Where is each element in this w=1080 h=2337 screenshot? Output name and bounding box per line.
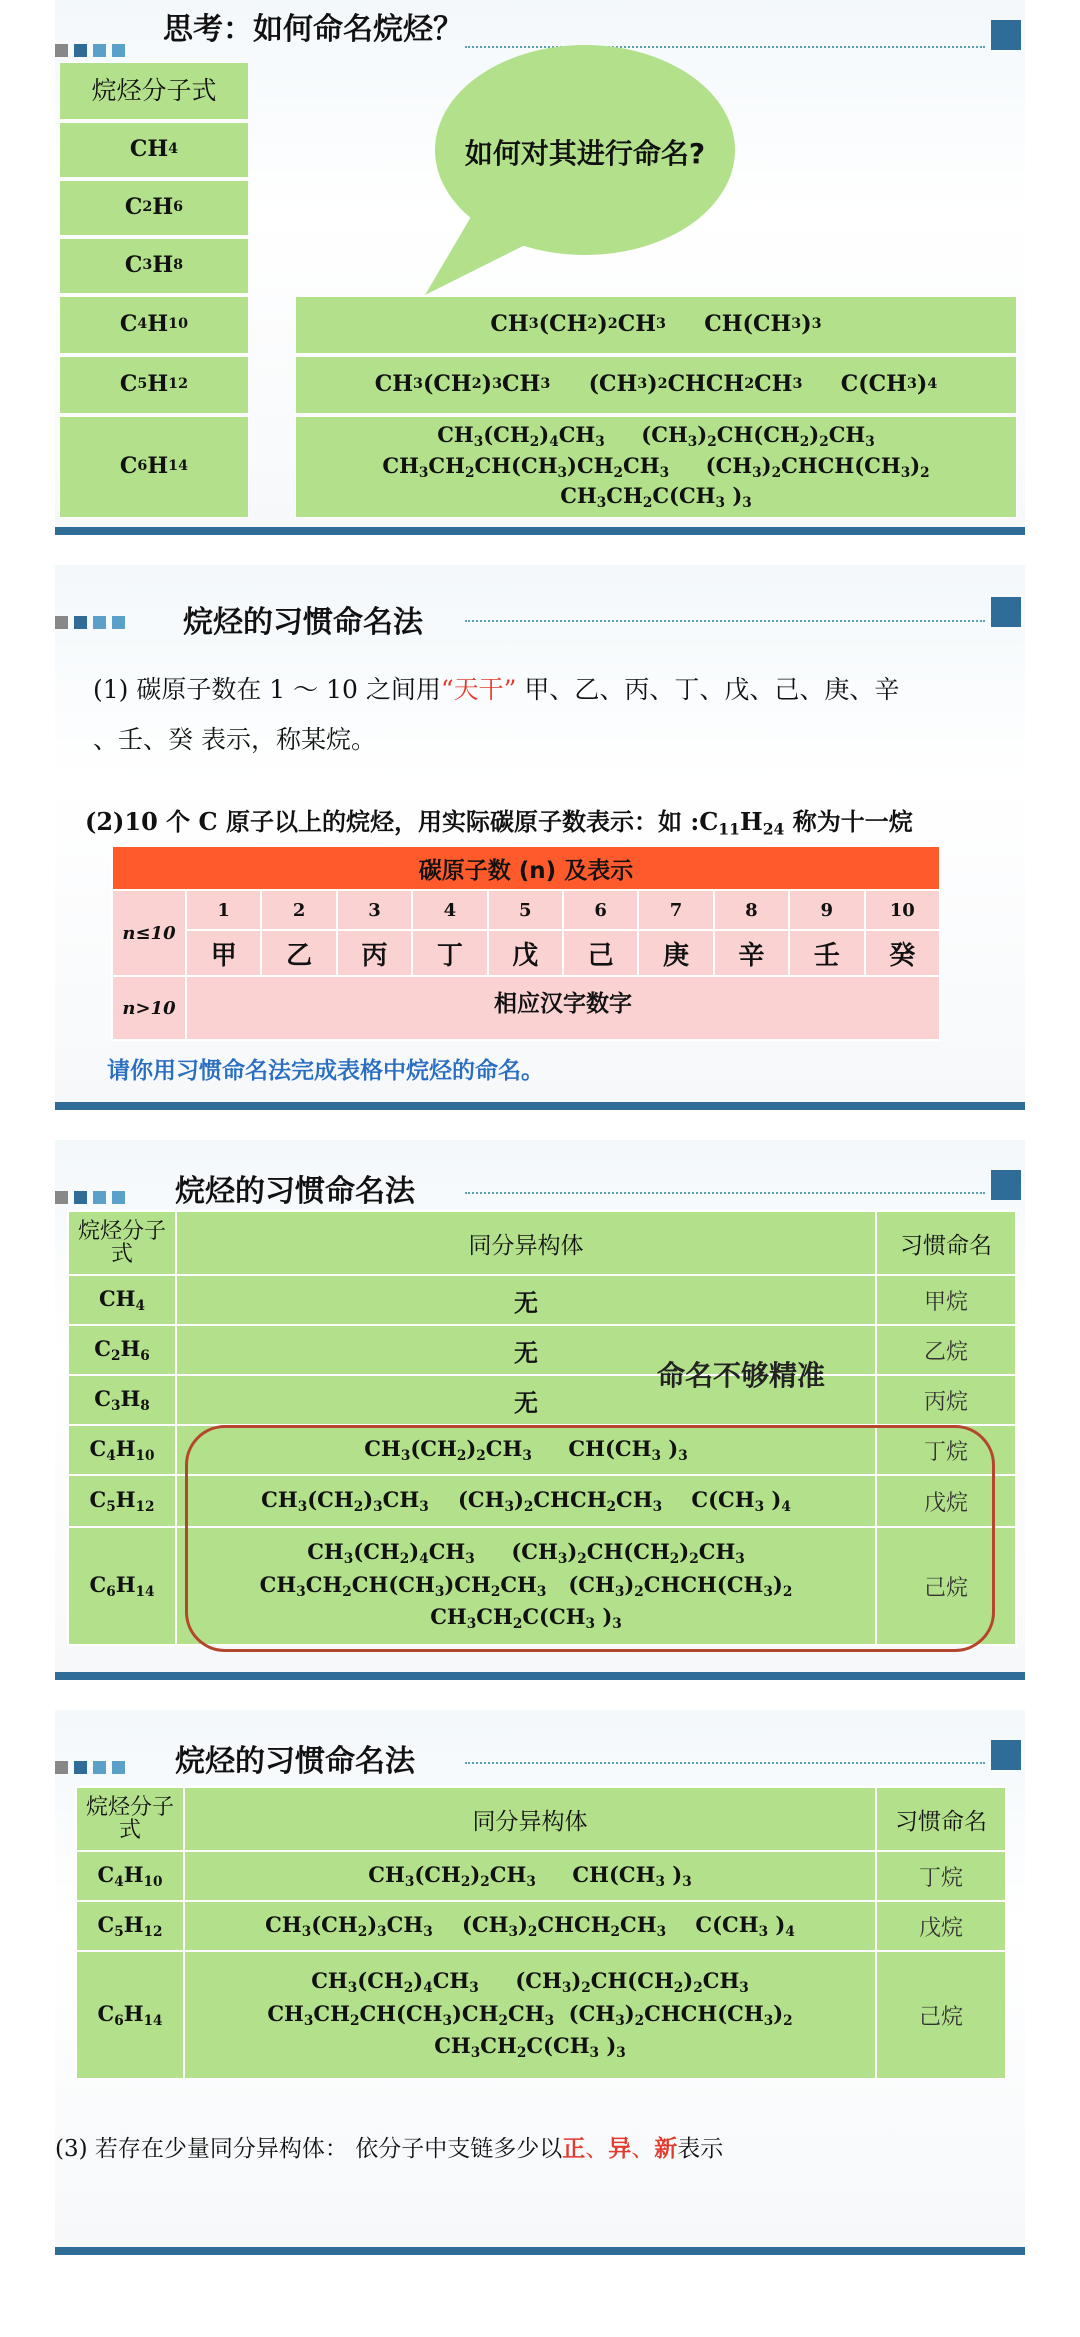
row-label-le10: n≤10 [112,890,186,976]
table-header: 碳原子数 (n) 及表示 [112,846,940,890]
carbon-count-8: 8 [714,890,789,930]
isomers-c4h10: CH 3 (CH 2 ) 2 CH 3 CH(CH 3 ) 3 [295,296,1017,354]
formula-c5h12: $C_5H_{12}$ [68,1475,176,1527]
rule-1-part-c: 、壬、癸 表示，称某烷。 [93,725,376,754]
slide-title: 思考：如何命名烷烃？ [163,12,463,47]
isomers-c6h14: $CH_3(CH_2)_4CH_3$ $(CH_3)_2CH(CH_2)_2CH_3$ $CH_3CH_2CH(CH_3)CH_2CH_3$ $(CH_3)_2CHCH(CH_3)_2$ $CH_3CH_2C(CH_3$ )$_3$ [295,416,1017,518]
title-end-square [991,597,1021,627]
carbon-count-2: 2 [261,890,336,930]
prefix-yi: 异 [608,2135,632,2162]
imprecise-outline [185,1425,995,1652]
formula-c4h10: $C_4H_{10}$ [68,1425,176,1475]
stem-7: 庚 [638,930,713,976]
stem-6: 己 [563,930,638,976]
isomers-c6h14: $CH_3(CH_2)_4CH_3$ $(CH_3)_2CH(CH_2)_2CH_3$ $CH_3CH_2CH(CH_3)CH_2CH_3$ $(CH_3)_2CHCH(CH_3)_2$ $CH_3CH_2C(CH_3$ )$_3$ [176,1527,876,1645]
imprecise-note: 命名不够精准 [657,1359,826,1392]
stem-3: 丙 [337,930,412,976]
title-squares [55,1187,131,1206]
stem-4: 丁 [412,930,487,976]
slide-prefix-naming [55,1710,1025,2255]
title-end-square [991,1170,1021,1200]
title-divider [465,1192,985,1194]
title-squares [55,1757,131,1776]
name-propane: 丙烷 [876,1375,1016,1425]
isomers-none: 无 [176,1375,876,1425]
rule-2-sub-c: 11 [718,819,740,839]
slide-common-naming-table [55,1140,1025,1680]
title-end-square [991,20,1021,50]
name-hexane: 己烷 [876,1527,1016,1645]
col-isomers: 同分异构体 [184,1787,876,1851]
rule-1-part-a: (1) 碳原子数在 1 ～ 10 之间用 [93,675,441,704]
formula-c4h10: C 4 H 10 [59,296,249,354]
number-row [112,890,940,930]
col-name: 习惯命名 [876,1787,1006,1851]
col-isomers: 同分异构体 [176,1211,876,1275]
stem-row [112,930,940,976]
formula-ch4: CH 4 [59,122,249,178]
rule-3-part-b: 表示 [677,2136,724,2162]
formula-c2h6: $C_2H_6$ [68,1325,176,1375]
formula-c5h12: $C_5H_{12}$ [76,1901,184,1951]
col-formula: 烷烃分子式 [76,1787,184,1851]
stem-10: 癸 [865,930,940,976]
title-end-square [991,1740,1021,1770]
carbon-count-7: 7 [638,890,713,930]
isomers-c4h10: $CH_3(CH_2)_2CH_3$ $CH(CH_3$ )$_3$ [176,1425,876,1475]
rule-1-text [93,665,993,765]
carbon-count-1: 1 [186,890,261,930]
slide-title: 烷烃的习惯命名法 [175,1744,415,1779]
formula-c3h8: $C_3H_8$ [68,1375,176,1425]
name-pentane: 戊烷 [876,1475,1016,1527]
isomers-none: 无 [176,1275,876,1325]
formula-c5h12: C 5 H 12 [59,356,249,414]
formula-header: 烷烃分子式 [59,62,249,120]
rule-2-part-a: (2)10 个 C 原子以上的烷烃，用实际碳原子数表示：如 :C [85,807,719,836]
isomers-c5h12: $CH_3(CH_2)_3CH_3$ $(CH_3)_2CHCH_2CH_3$ $C(CH_3$ )$_4$ [184,1901,876,1951]
name-ethane: 乙烷 [876,1325,1016,1375]
carbon-count-5: 5 [488,890,563,930]
row2-text: 相应汉字数字 [186,976,940,1040]
formula-c6h14: $C_6H_{14}$ [76,1951,184,2079]
isomers-c5h12: CH 3 (CH 2 ) 3 CH 3 (CH 3 ) 2 CHCH 2 CH 3 C(CH 3 ) 4 [295,356,1017,414]
title-divider [465,620,985,622]
bubble-text: 如何对其进行命名? [464,137,706,170]
carbon-count-10: 10 [865,890,940,930]
formula-c6h14: $C_6H_{14}$ [68,1527,176,1645]
isomers-c6h14: $CH_3(CH_2)_4CH_3$ $(CH_3)_2CH(CH_2)_2CH_3$ $CH_3CH_2CH(CH_3)CH_2CH_3$ $(CH_3)_2CHCH(CH_3)_2$ $CH_3CH_2C(CH_3$ )$_3$ [184,1951,876,2079]
slide-bottom-bar [55,1672,1025,1680]
rule-2-h: H [740,807,763,836]
col-formula: 烷烃分子式 [68,1211,176,1275]
name-hexane: 己烷 [876,1951,1006,2079]
title-divider [465,1762,985,1764]
slide-bottom-bar [55,527,1025,535]
stem-5: 戊 [488,930,563,976]
carbon-count-3: 3 [337,890,412,930]
prefix-zheng: 正 [562,2135,586,2162]
title-squares [55,40,131,59]
name-pentane: 戊烷 [876,1901,1006,1951]
rule-3-part-a: (3) 若存在少量同分异构体： 依分子中支链多少以 [55,2136,563,2162]
stem-1: 甲 [186,930,261,976]
slide-title: 烷烃的习惯命名法 [175,1174,415,1209]
isomers-c4h10: $CH_3(CH_2)_2CH_3$ $CH(CH_3$ )$_3$ [184,1851,876,1901]
name-butane: 丁烷 [876,1425,1016,1475]
slide-title: 烷烃的习惯命名法 [183,605,423,640]
stem-9: 壬 [789,930,864,976]
name-methane: 甲烷 [876,1275,1016,1325]
title-squares [55,612,131,631]
slide-bottom-bar [55,1102,1025,1110]
formula-c2h6: C 2 H 6 [59,180,249,236]
carbon-number-table [111,845,941,1041]
name-butane: 丁烷 [876,1851,1006,1901]
rule-2-sub-h: 24 [762,819,785,839]
slide-bottom-bar [55,2247,1025,2255]
slide-common-naming [55,565,1025,1110]
carbon-count-6: 6 [563,890,638,930]
col-name: 习惯命名 [876,1211,1016,1275]
formula-c6h14: C 6 H 14 [59,416,249,518]
exercise-prompt: 请你用习惯命名法完成表格中烷烃的命名。 [107,1058,544,1084]
rule-3-text: (3) 若存在少量同分异构体： 依分子中支链多少以正、异、新表示 [55,2135,724,2162]
rule-2-part-b: 称为十一烷 [784,807,913,836]
isomers-none: 无 [176,1325,876,1375]
stem-8: 辛 [714,930,789,976]
carbon-count-9: 9 [789,890,864,930]
carbon-count-4: 4 [412,890,487,930]
prefix-naming-table [75,1786,1007,2080]
rule-2-text [85,802,1025,839]
formula-c3h8: C 3 H 8 [59,238,249,294]
prefix-xin: 新 [654,2135,678,2162]
formula-ch4: $CH_4$ [68,1275,176,1325]
row-label-gt10: n>10 [112,976,186,1040]
slide-naming-question [55,0,1025,535]
rule-1-part-b: 甲、乙、丙、丁、戊、己、庚、辛 [516,675,900,704]
formula-c4h10: $C_4H_{10}$ [76,1851,184,1901]
tiangan-highlight: “天干” [440,675,517,704]
stem-2: 乙 [261,930,336,976]
isomers-c5h12: $CH_3(CH_2)_3CH_3$ $(CH_3)_2CHCH_2CH_3$ $C(CH_3$ )$_4$ [176,1475,876,1527]
